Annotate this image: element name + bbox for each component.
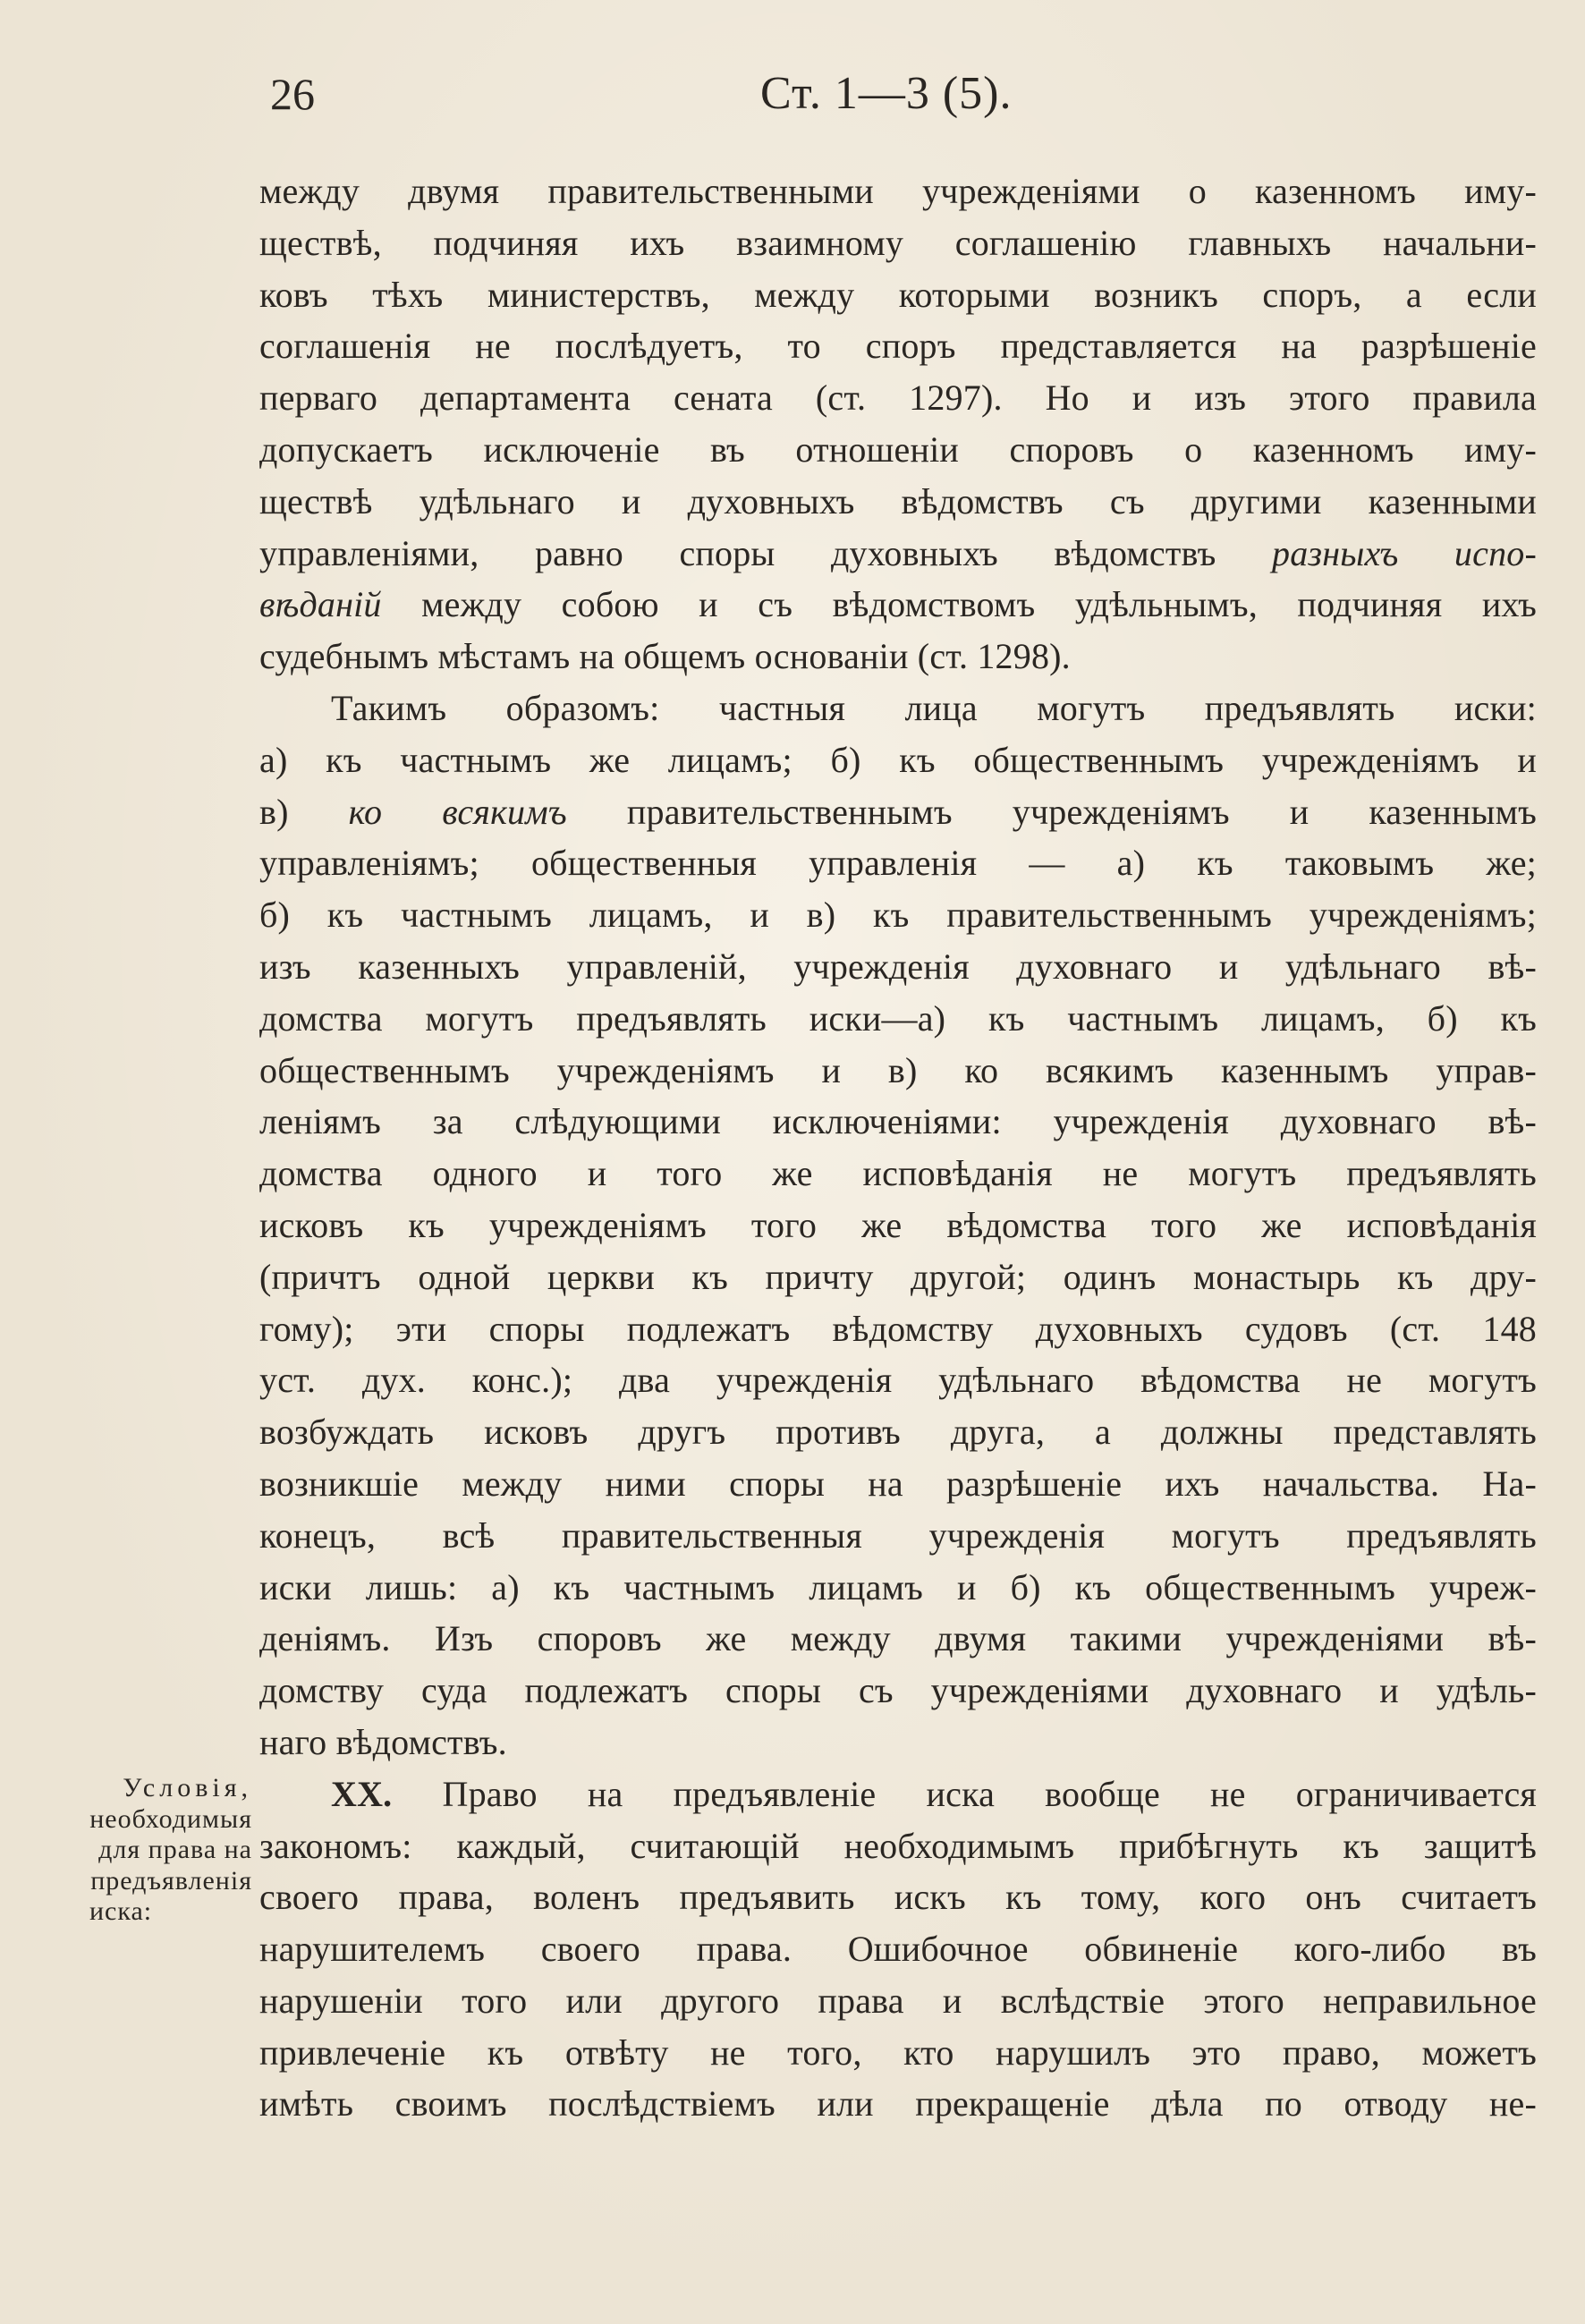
- text-line: исковъ къ учрежденіямъ того же вѣдомства того же исповѣданія: [259, 1204, 1537, 1245]
- margin-note-line: для права на: [98, 1835, 252, 1864]
- text-line: привлеченіе къ отвѣту не того, кто нарушилъ это право, можетъ: [259, 2031, 1537, 2073]
- text-line: [259, 528, 1537, 580]
- text-line: ковъ тѣхъ министерствъ, между которыми возникъ споръ, а если: [259, 274, 1537, 315]
- text-line: иски лишь: а) къ частнымъ лицамъ и б) къ общественнымъ учреж-: [259, 1566, 1537, 1607]
- text-segment: в): [259, 791, 289, 832]
- text-line: соглашенія не послѣдуетъ, то споръ представляется на разрѣшеніе: [259, 326, 1537, 367]
- text-line: а) къ частнымъ же лицамъ; б) къ общественнымъ учрежденіямъ и: [259, 739, 1537, 780]
- text-line: общественнымъ учрежденіямъ и в) ко всякимъ казеннымъ управ-: [259, 1049, 1537, 1090]
- text-line: уст. дух. конс.); два учрежденія удѣльнаго вѣдомства не могутъ: [259, 1360, 1537, 1401]
- italic-emphasis: разныхъ испо-: [1272, 532, 1538, 573]
- text-line: домства могутъ предъявлять иски—а) къ частнымъ лицамъ, б) къ: [259, 997, 1537, 1039]
- text-line: (причтъ одной церкви къ причту другой; одинъ монастырь къ дру-: [259, 1256, 1537, 1297]
- text-line: допускаетъ исключеніе въ отношеніи споровъ о казенномъ иму-: [259, 428, 1537, 470]
- section-number: XX.: [331, 1773, 393, 1814]
- page-header: [0, 63, 1585, 134]
- text-line: гому); эти споры подлежатъ вѣдомству духовныхъ судовъ (ст. 148: [259, 1308, 1537, 1349]
- margin-note-line: предъявленія: [90, 1865, 252, 1896]
- italic-emphasis: вѣданій: [259, 584, 382, 625]
- text-line: конецъ, всѣ правительственныя учрежденія могутъ предъявлять: [259, 1514, 1537, 1556]
- margin-note-line: иска:: [89, 1896, 153, 1926]
- text-line: [259, 786, 1537, 838]
- text-line: деніямъ. Изъ споровъ же между двумя такими учрежденіями вѣ-: [259, 1618, 1537, 1659]
- text-segment: Право на предъявленіе иска вообще не ограничивается: [392, 1773, 1537, 1814]
- text-segment: между собою и съ вѣдомствомъ удѣльнымъ, подчиняя ихъ: [381, 584, 1537, 625]
- text-line: судебнымъ мѣстамъ на общемъ основаніи (ст. 1298).: [259, 636, 1071, 677]
- text-segment: управленіями, равно споры духовныхъ вѣдомствъ: [259, 532, 1216, 573]
- page-number: 26: [270, 69, 315, 119]
- text-line: б) къ частнымъ лицамъ, и в) къ правительственнымъ учрежденіямъ;: [259, 895, 1537, 936]
- margin-note-line: Условія,: [123, 1773, 252, 1802]
- text-line: возбуждать исковъ другъ противъ друга, а должны представлять: [259, 1412, 1537, 1453]
- text-line: перваго департамента сената (ст. 1297). Но и изъ этого правила: [259, 377, 1537, 419]
- text-line: нарушителемъ своего права. Ошибочное обвиненіе кого-либо въ: [259, 1929, 1537, 1970]
- text-line: домству суда подлежатъ споры съ учрежденіями духовнаго и удѣль-: [259, 1670, 1537, 1711]
- text-line: Такимъ образомъ: частныя лица могутъ предъявлять иски:: [331, 687, 1537, 728]
- text-line: закономъ: каждый, считающій необходимымъ прибѣгнуть къ защитѣ: [259, 1825, 1537, 1866]
- body-text: [259, 165, 1537, 2130]
- margin-note: [54, 1773, 252, 1928]
- text-line: ществѣ удѣльнаго и духовныхъ вѣдомствъ съ другими казенными: [259, 480, 1537, 522]
- text-line: домства одного и того же исповѣданія не могутъ предъявлять: [259, 1153, 1537, 1194]
- text-segment: правительственнымъ учрежденіямъ и казеннымъ: [626, 791, 1538, 832]
- text-line: между двумя правительственными учрежденіями о казенномъ иму-: [259, 171, 1537, 211]
- running-head: Ст. 1—3 (5).: [760, 68, 1013, 119]
- text-line: своего права, воленъ предъявить искъ къ тому, кого онъ считаетъ: [259, 1877, 1537, 1918]
- text-line: возникшіе между ними споры на разрѣшеніе ихъ начальства. На-: [259, 1463, 1537, 1504]
- text-line: леніямъ за слѣдующими исключеніями: учрежденія духовнаго вѣ-: [259, 1101, 1537, 1142]
- italic-emphasis: ко всякимъ: [348, 791, 567, 832]
- text-line: [259, 579, 1537, 631]
- text-line: изъ казенныхъ управленій, учрежденія духовнаго и удѣльнаго вѣ-: [259, 946, 1537, 987]
- text-line: нарушеніи того или другого права и вслѣдствіе этого неправильное: [259, 1980, 1537, 2021]
- text-line: управленіямъ; общественныя управленія — а) къ таковымъ же;: [259, 843, 1537, 884]
- text-line: имѣть своимъ послѣдствіемъ или прекращеніе дѣла по отводу не-: [259, 2083, 1537, 2125]
- text-line: ществѣ, подчиняя ихъ взаимному соглашенію главныхъ начальни-: [259, 222, 1537, 263]
- section-heading-line: [259, 1768, 1537, 1820]
- margin-note-line: необходимыя: [89, 1803, 252, 1834]
- text-line: наго вѣдомствъ.: [259, 1721, 507, 1762]
